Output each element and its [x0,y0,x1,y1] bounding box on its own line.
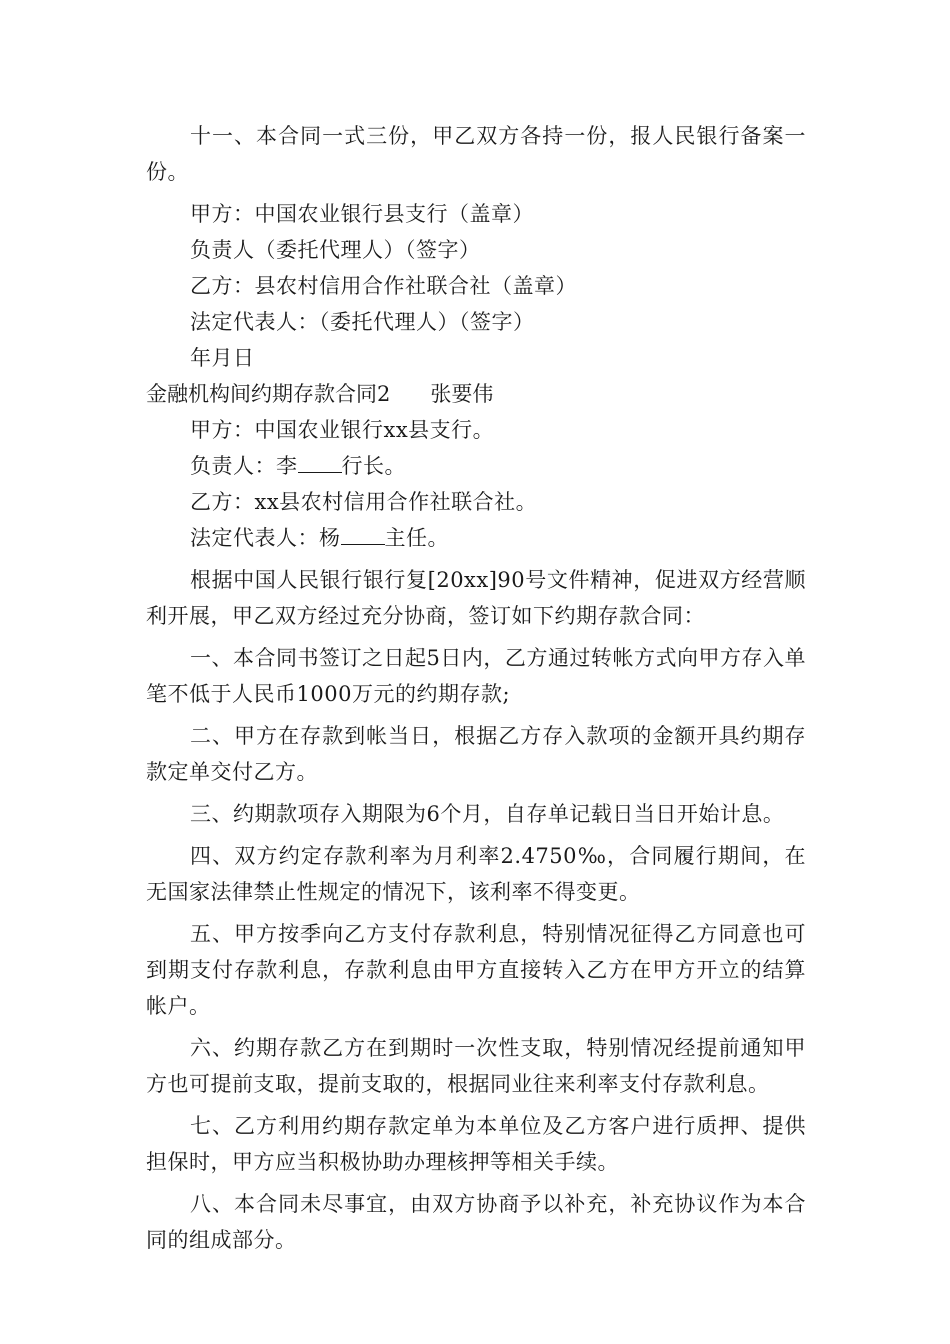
clause-six: 六、约期存款乙方在到期时一次性支取，特别情况经提前通知甲方也可提前支取，提前支取的，根据同业往来利率支付存款利息。 [146,1036,806,1096]
party-a-head-suffix: 行长。 [341,454,406,478]
party-b-name: 乙方：xx县农村信用合作社联合社。 [190,490,538,514]
clause-eight: 八、本合同未尽事宜，由双方协商予以补充，补充协议作为本合同的组成部分。 [146,1192,806,1252]
party-a-head-prefix: 负责人：李 [190,454,298,478]
clause-four: 四、双方约定存款利率为月利率2.4750‰，合同履行期间，在无国家法律禁止性规定的情况下，该利率不得变更。 [146,844,806,904]
party-a-signature: 甲方：中国农业银行县支行（盖章） [190,202,534,226]
contract-title: 金融机构间约期存款合同2 [146,382,391,406]
clause-seven: 七、乙方利用约期存款定单为本单位及乙方客户进行质押、提供担保时，甲方应当积极协助办理核押等相关手续。 [146,1114,806,1174]
party-b-head [146,520,806,556]
clause-eleven: 十一、本合同一式三份，甲乙双方各持一份，报人民银行备案一份。 [146,124,806,184]
clause-five: 五、甲方按季向乙方支付存款利息，特别情况征得乙方同意也可到期支付存款利息，存款利息由甲方直接转入乙方在甲方开立的结算帐户。 [146,922,806,1018]
party-b-head-suffix: 主任。 [384,526,449,550]
preamble: 根据中国人民银行银行复[20xx]90号文件精神，促进双方经营顺利开展，甲乙双方经过充分协商，签订如下约期存款合同： [146,568,806,628]
blank-underline [298,454,342,473]
party-b-representative: 法定代表人：（委托代理人）（签字） [190,310,535,334]
clause-one: 一、本合同书签订之日起5日内，乙方通过转帐方式向甲方存入单笔不低于人民币1000万元的约期存款; [146,646,806,706]
date-line: 年月日 [190,346,255,370]
author-name: 张要伟 [430,382,494,406]
clause-two: 二、甲方在存款到帐当日，根据乙方存入款项的金额开具约期存款定单交付乙方。 [146,724,806,784]
party-a-name: 甲方：中国农业银行xx县支行。 [190,418,495,442]
party-a-representative: 负责人（委托代理人）（签字） [190,238,481,262]
contract-title-line [146,376,806,412]
party-b-head-prefix: 法定代表人：杨 [190,526,341,550]
document-page [146,118,806,1258]
party-b-signature: 乙方：县农村信用合作社联合社（盖章） [190,274,577,298]
party-a-head [146,448,806,484]
clause-three: 三、约期款项存入期限为6个月，自存单记载日当日开始计息。 [190,802,785,826]
blank-underline [341,526,385,545]
